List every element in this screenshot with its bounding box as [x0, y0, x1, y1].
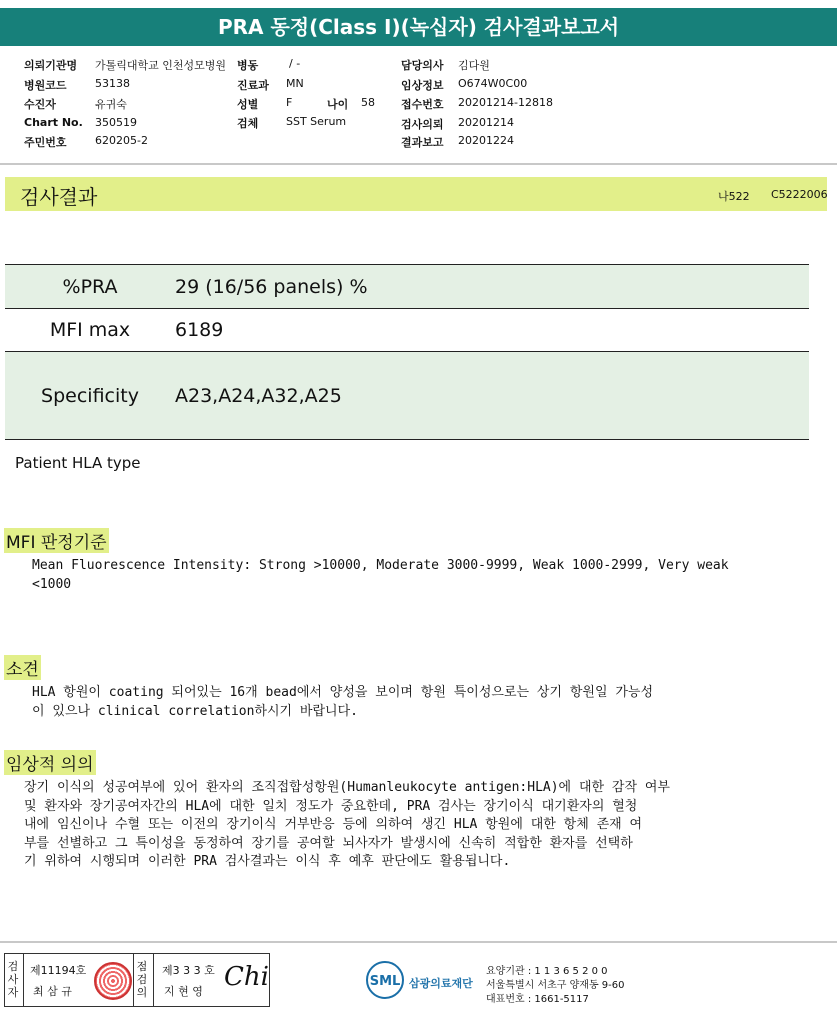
report-date-label: 결과보고: [401, 136, 444, 149]
department-label: 진료과: [237, 79, 269, 92]
request-date-value: 20201214: [458, 116, 514, 129]
box-divider: [133, 954, 134, 1006]
specificity-label: Specificity: [5, 352, 175, 440]
signature: Chi: [224, 962, 269, 992]
clinical-line-3: 내에 임신이나 수혈 또는 이전의 장기이식 거부반응 등에 의하여 생긴 HLA 항원에 대한 항체 존재 여: [24, 817, 643, 832]
result-code-2: C5222006: [771, 188, 828, 201]
department-value: MN: [286, 77, 304, 90]
pra-value: 29 (16/56 panels) %: [175, 265, 809, 309]
mfi-line-1: Mean Fluorescence Intensity: Strong >10000, Moderate 3000-9999, Weak 1000-2999, Very weak: [32, 558, 729, 573]
header-divider: [0, 163, 837, 165]
clinical-line-5: 기 위하여 시행되며 이러한 PRA 검사결과는 이식 후 예후 판단에도 활용됩니다.: [24, 854, 511, 869]
sex-value: F: [286, 96, 293, 109]
mfi-max-value: 6189: [175, 319, 224, 341]
chart-no-value: 350519: [95, 116, 137, 129]
institution-code: 요양기관 : 1 1 3 6 5 2 0 0: [486, 966, 608, 977]
result-title: 검사결과: [20, 185, 98, 209]
examiner-label: 검사자: [7, 960, 19, 999]
examiner-name: 최 삼 규: [33, 985, 72, 998]
receipt-no-label: 접수번호: [401, 98, 444, 111]
age-label: 나이: [327, 98, 349, 111]
address: 서울특별시 서초구 양재동 9-60: [486, 980, 625, 991]
receipt-no-value: 20201214-12818: [458, 96, 553, 109]
result-code-1: 나522: [718, 190, 750, 203]
table-row: [5, 352, 809, 440]
foundation-name: 삼광의료재단: [409, 977, 473, 990]
age-value: 58: [361, 96, 375, 109]
request-date-label: 검사의뢰: [401, 118, 444, 131]
specificity-value: A23,A24,A32,A25: [175, 352, 809, 440]
specimen-label: 검체: [237, 117, 259, 130]
sml-logo-icon: [365, 960, 405, 1000]
phone: 대표번호 : 1661-5117: [486, 994, 589, 1005]
hospital-code-value: 53138: [95, 77, 130, 90]
patient-label: 수진자: [24, 98, 56, 111]
ward-label: 병동: [237, 59, 259, 72]
examiner-no: 제11194호: [30, 964, 87, 977]
table-row: [5, 309, 809, 352]
hospital-value: 가톨릭대학교 인천성모병원: [95, 59, 227, 72]
result-bar: [5, 177, 827, 211]
clinical-info-value: O674W0C00: [458, 77, 528, 90]
resident-no-label: 주민번호: [24, 136, 67, 149]
opinion-heading: 소견: [4, 655, 41, 680]
logo-text: SML: [369, 974, 401, 989]
pra-label: %PRA: [5, 265, 175, 309]
opinion-line-1: HLA 항원이 coating 되어있는 16개 bead에서 양성을 보이며 항원 특이성으로는 상기 항원일 가능성: [32, 685, 654, 700]
clinical-line-2: 및 환자와 장기공여자간의 HLA에 대한 일치 정도가 중요한데, PRA 검사는 장기이식 대기환자의 혈청: [24, 799, 638, 814]
sex-label: 성별: [237, 98, 259, 111]
patient-hla-type: Patient HLA type: [15, 454, 141, 472]
clinical-line-4: 부를 선별하고 그 특이성을 동정하여 장기를 공여할 뇌사자가 발생시에 신속히 적합한 환자를 선택하: [24, 836, 633, 851]
doctor-value: 김다원: [458, 59, 490, 72]
resident-no-value: 620205-2: [95, 134, 148, 147]
seal-stamp-icon: [94, 962, 132, 1000]
specimen-value: SST Serum: [286, 115, 347, 128]
mfi-line-2: <1000: [32, 577, 72, 592]
mfi-heading: MFI 판정기준: [4, 528, 109, 553]
checker-label: 점검의: [136, 960, 148, 999]
hospital-code-label: 병원코드: [24, 79, 67, 92]
result-table: [5, 264, 809, 440]
table-row: [5, 265, 809, 309]
hospital-label: 의뢰기관명: [24, 59, 78, 72]
doctor-label: 담당의사: [401, 59, 444, 72]
clinical-heading: 임상적 의의: [4, 750, 96, 775]
clinical-info-label: 임상정보: [401, 79, 444, 92]
report-title: PRA 동정(Class I)(녹십자) 검사결과보고서: [0, 8, 837, 46]
ward-value: / -: [289, 57, 301, 70]
checker-no: 제3 3 3 호: [162, 964, 215, 977]
mfi-max-label: MFI max: [49, 319, 131, 341]
report-date-value: 20201224: [458, 134, 514, 147]
box-divider: [153, 954, 154, 1006]
patient-value: 유귀숙: [95, 98, 127, 111]
box-divider: [23, 954, 24, 1006]
clinical-line-1: 장기 이식의 성공여부에 있어 환자의 조직접합성항원(Humanleukocyte antigen:HLA)에 대한 감작 여부: [24, 780, 670, 795]
opinion-line-2: 이 있으나 clinical correlation하시기 바랍니다.: [32, 704, 358, 719]
footer-divider: [0, 941, 837, 943]
checker-name: 지 현 영: [164, 985, 203, 998]
chart-no-label: Chart No.: [24, 116, 83, 129]
